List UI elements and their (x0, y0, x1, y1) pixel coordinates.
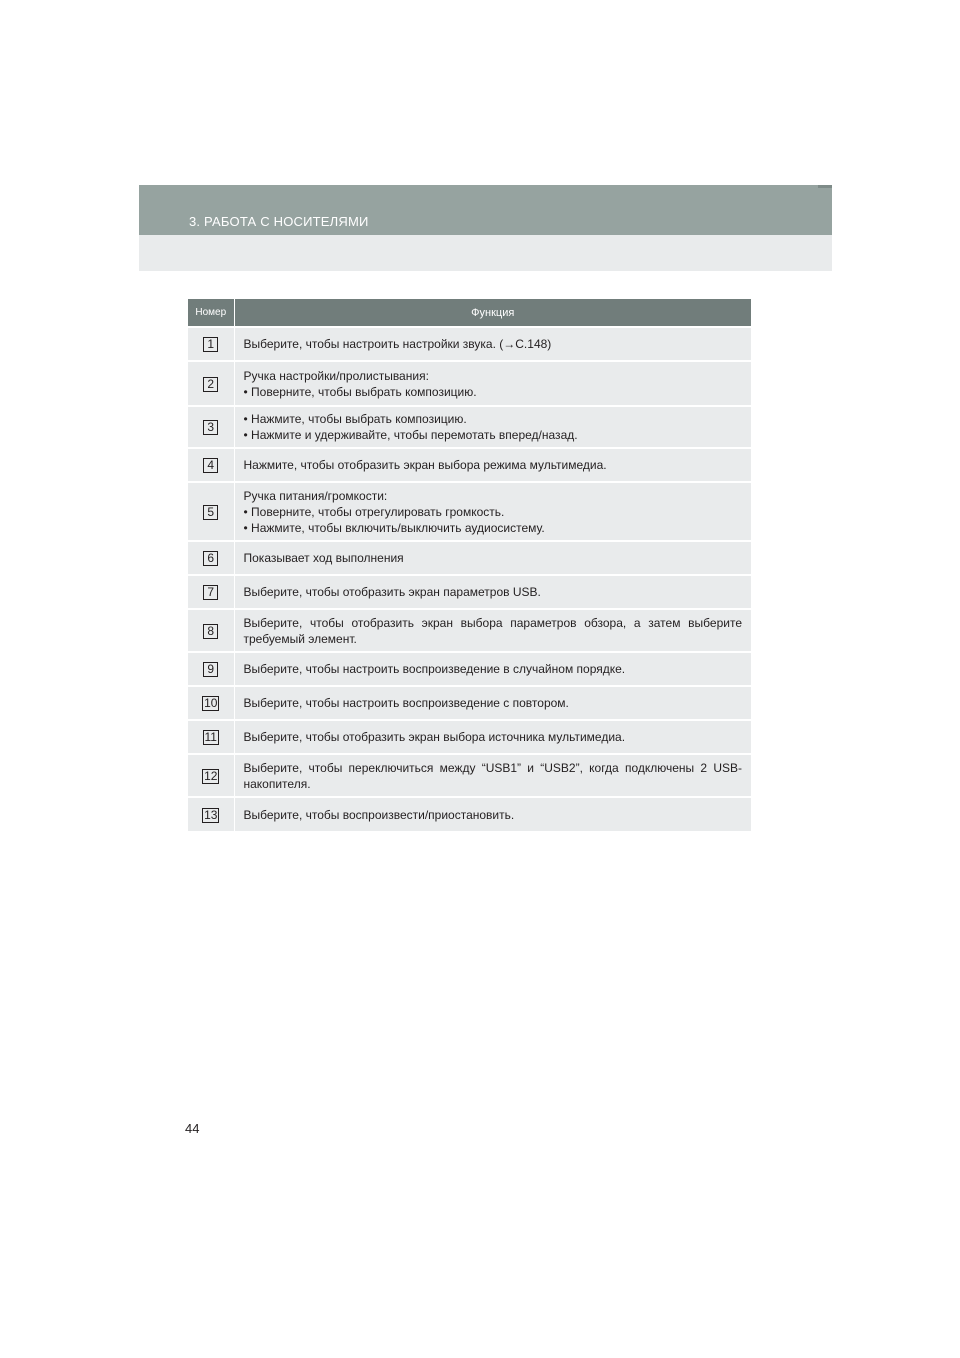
description-line: Выберите, чтобы отобразить экран параметров USB. (243, 585, 541, 599)
description-line: Выберите, чтобы отобразить экран выбора параметров обзора, а затем выберите требуемый элемент. (243, 615, 742, 646)
row-description-cell (234, 406, 751, 448)
row-description-cell (234, 686, 751, 720)
bullet-line: • Нажмите, чтобы включить/выключить аудиосистему. (244, 520, 743, 536)
description-line: Выберите, чтобы воспроизвести/приостановить. (243, 807, 515, 822)
bullet-line: • Нажмите и удерживайте, чтобы перемотать вперед/назад. (244, 427, 743, 443)
row-number-cell (188, 797, 234, 831)
section-header (139, 185, 832, 235)
section-title: 3. РАБОТА С НОСИТЕЛЯМИ (189, 214, 369, 229)
row-number-badge: 8 (203, 624, 218, 639)
row-number-badge: 6 (203, 551, 218, 566)
table-row (188, 482, 751, 541)
table-row (188, 327, 751, 361)
description-line: Выберите, чтобы настроить настройки звука. (→С.148) (243, 337, 552, 351)
row-number-badge: 2 (203, 377, 218, 392)
row-number-badge: 12 (204, 768, 218, 783)
row-number-cell (188, 406, 234, 448)
table-header-row (188, 299, 751, 327)
row-number-cell (188, 720, 234, 754)
header-accent (818, 185, 832, 188)
description-line: Нажмите, чтобы отобразить экран выбора режима мультимедиа. (243, 458, 607, 472)
row-number-cell (188, 575, 234, 609)
row-description-cell (234, 754, 751, 797)
row-number-cell (188, 686, 234, 720)
table-body (188, 327, 751, 831)
row-description-cell (234, 720, 751, 754)
table-row (188, 720, 751, 754)
row-number-badge: 7 (203, 585, 218, 600)
row-description-cell (234, 609, 751, 652)
row-description-cell (234, 448, 751, 482)
description-line: Выберите, чтобы настроить воспроизведение в случайном порядке. (243, 662, 626, 676)
description-line: Выберите, чтобы отобразить экран выбора источника мультимедиа. (243, 730, 626, 744)
bullet-line: • Поверните, чтобы отрегулировать громкость. (244, 504, 743, 520)
page-number: 44 (185, 1121, 200, 1136)
row-number-badge: 13 (204, 807, 218, 822)
table-row (188, 406, 751, 448)
description-line: Ручка настройки/пролистывания: (243, 368, 429, 383)
table-row (188, 797, 751, 831)
row-description-cell (234, 652, 751, 686)
table-row (188, 652, 751, 686)
row-description-cell (234, 482, 751, 541)
description-line: Выберите, чтобы переключиться между “USB1” и “USB2”, когда подключены 2 USB-накопителя. (243, 760, 742, 791)
row-number-cell (188, 609, 234, 652)
row-number-badge: 5 (203, 505, 218, 520)
row-number-badge: 3 (203, 420, 218, 435)
row-number-cell (188, 541, 234, 575)
description-line: Ручка питания/громкости: (243, 488, 388, 503)
table-row (188, 361, 751, 406)
row-number-badge: 11 (204, 730, 217, 744)
row-number-badge: 4 (203, 458, 218, 473)
row-number-badge: 9 (203, 662, 218, 677)
row-description-cell (234, 327, 751, 361)
header-strip (139, 235, 832, 271)
description-line: Показывает ход выполнения (243, 551, 404, 565)
table-row (188, 754, 751, 797)
row-number-cell (188, 448, 234, 482)
function-table (188, 299, 751, 831)
column-header-function: Функция (234, 299, 751, 327)
row-number-cell (188, 361, 234, 406)
row-number-cell (188, 482, 234, 541)
table-row (188, 609, 751, 652)
bullet-line: • Поверните, чтобы выбрать композицию. (244, 384, 743, 400)
description-line: Выберите, чтобы настроить воспроизведение с повтором. (243, 696, 569, 710)
row-number-badge: 1 (203, 337, 218, 352)
row-description-cell (234, 575, 751, 609)
column-header-number: Номер (188, 299, 234, 327)
table-row (188, 541, 751, 575)
table-row (188, 448, 751, 482)
row-number-cell (188, 652, 234, 686)
row-number-cell (188, 327, 234, 361)
row-description-cell (234, 541, 751, 575)
row-number-badge: 10 (204, 696, 218, 710)
table-row (188, 686, 751, 720)
row-description-cell (234, 797, 751, 831)
row-number-cell (188, 754, 234, 797)
row-description-cell (234, 361, 751, 406)
bullet-line: • Нажмите, чтобы выбрать композицию. (244, 411, 743, 427)
table-row (188, 575, 751, 609)
